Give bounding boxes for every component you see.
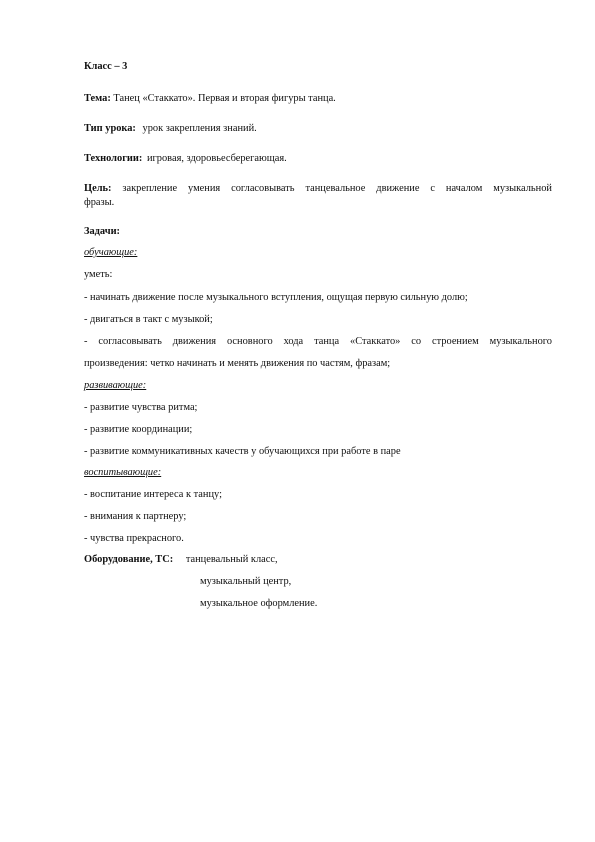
- technologies-label: Технологии:: [84, 153, 143, 164]
- upbringing-item: - воспитание интереса к танцу;: [84, 489, 222, 500]
- topic-label: Тема:: [84, 93, 111, 104]
- class-label: Класс – 3: [84, 61, 128, 72]
- equipment-label: Оборудование, ТС:: [84, 554, 174, 565]
- tasks-heading: Задачи:: [84, 226, 121, 237]
- goal-text-1: закрепление умения согласовывать танцевальное движение с началом музыкальной: [122, 183, 552, 194]
- technologies-line: [84, 152, 287, 165]
- upbringing-label: воспитывающие:: [84, 467, 162, 478]
- developing-label: развивающие:: [84, 380, 147, 391]
- equipment-line: [84, 553, 278, 566]
- teaching-item: - двигаться в такт с музыкой;: [84, 314, 213, 325]
- teaching-item: произведения: четко начинать и менять движения по частям, фразам;: [84, 358, 391, 369]
- developing-item: - развитие коммуникативных качеств у обучающихся при работе в паре: [84, 446, 401, 457]
- developing-item: - развитие координации;: [84, 424, 193, 435]
- equipment-item: музыкальный центр,: [200, 576, 292, 587]
- goal-line-1: [84, 182, 552, 195]
- lesson-type-value: урок закрепления знаний.: [142, 123, 257, 134]
- teaching-label: обучающие:: [84, 247, 138, 258]
- topic-value: Танец «Стаккато». Первая и вторая фигуры танца.: [113, 93, 336, 104]
- lesson-type-label: Тип урока:: [84, 123, 136, 134]
- developing-item: - развитие чувства ритма;: [84, 402, 198, 413]
- teaching-item: - начинать движение после музыкального вступления, ощущая первую сильную долю;: [84, 292, 468, 303]
- equipment-item: танцевальный класс,: [185, 554, 278, 565]
- equipment-item: музыкальное оформление.: [200, 598, 318, 609]
- upbringing-item: - чувства прекрасного.: [84, 533, 184, 544]
- topic-line: [84, 92, 336, 105]
- upbringing-item: - внимания к партнеру;: [84, 511, 187, 522]
- goal-line-2: фразы.: [84, 197, 115, 208]
- lesson-type-line: [84, 122, 257, 135]
- teaching-intro: уметь:: [84, 269, 113, 280]
- technologies-value: игровая, здоровьесберегающая.: [146, 153, 287, 164]
- teaching-item: - согласовывать движения основного хода танца «Стаккато» со строением музыкального: [84, 336, 552, 347]
- goal-label: Цель:: [84, 183, 112, 194]
